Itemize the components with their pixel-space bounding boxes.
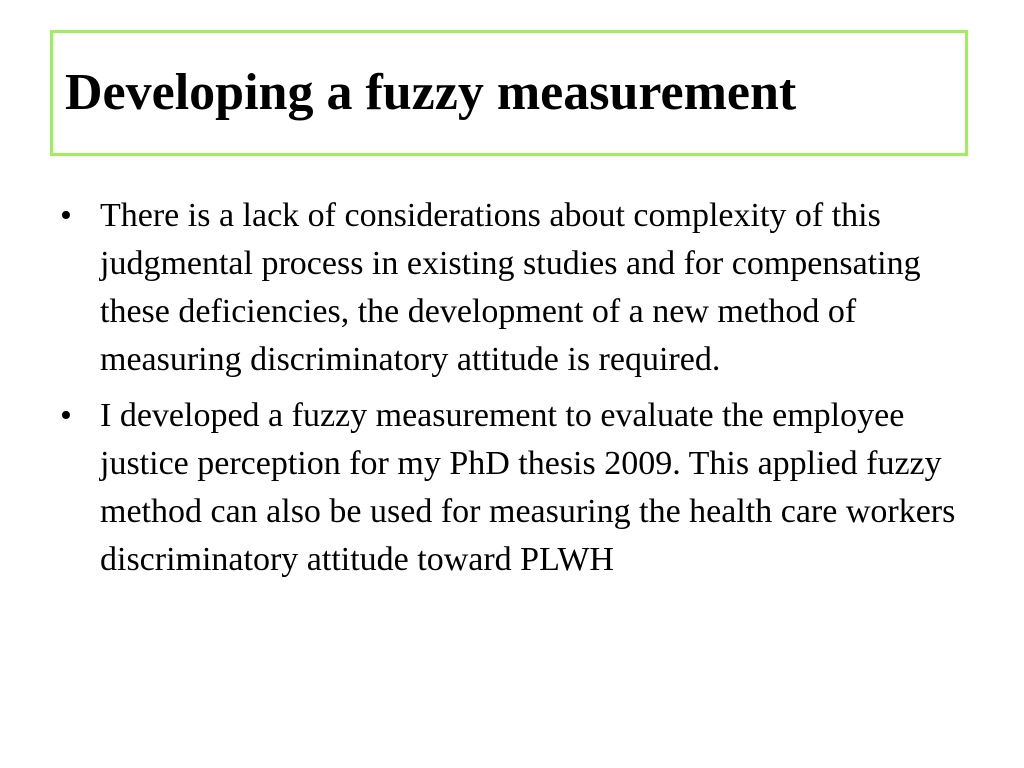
bullet-item <box>60 392 960 584</box>
bullet-item <box>60 192 960 384</box>
slide-title: Developing a fuzzy measurement <box>65 64 797 121</box>
bullet-list <box>60 192 960 592</box>
title-box <box>50 30 968 156</box>
bullet-icon: • <box>60 397 72 434</box>
bullet-text: I developed a fuzzy measurement to evaluate the employee justice perception for my PhD thesis 2009. This applied fuzzy method can also be used for measuring the health care workers discriminatory attitude toward PLWH <box>100 397 956 578</box>
bullet-text: There is a lack of considerations about complexity of this judgmental process in existing studies and for compensating these deficiencies, the development of a new method of measuring discriminatory attitude is required. <box>100 197 921 378</box>
bullet-icon: • <box>60 197 72 234</box>
